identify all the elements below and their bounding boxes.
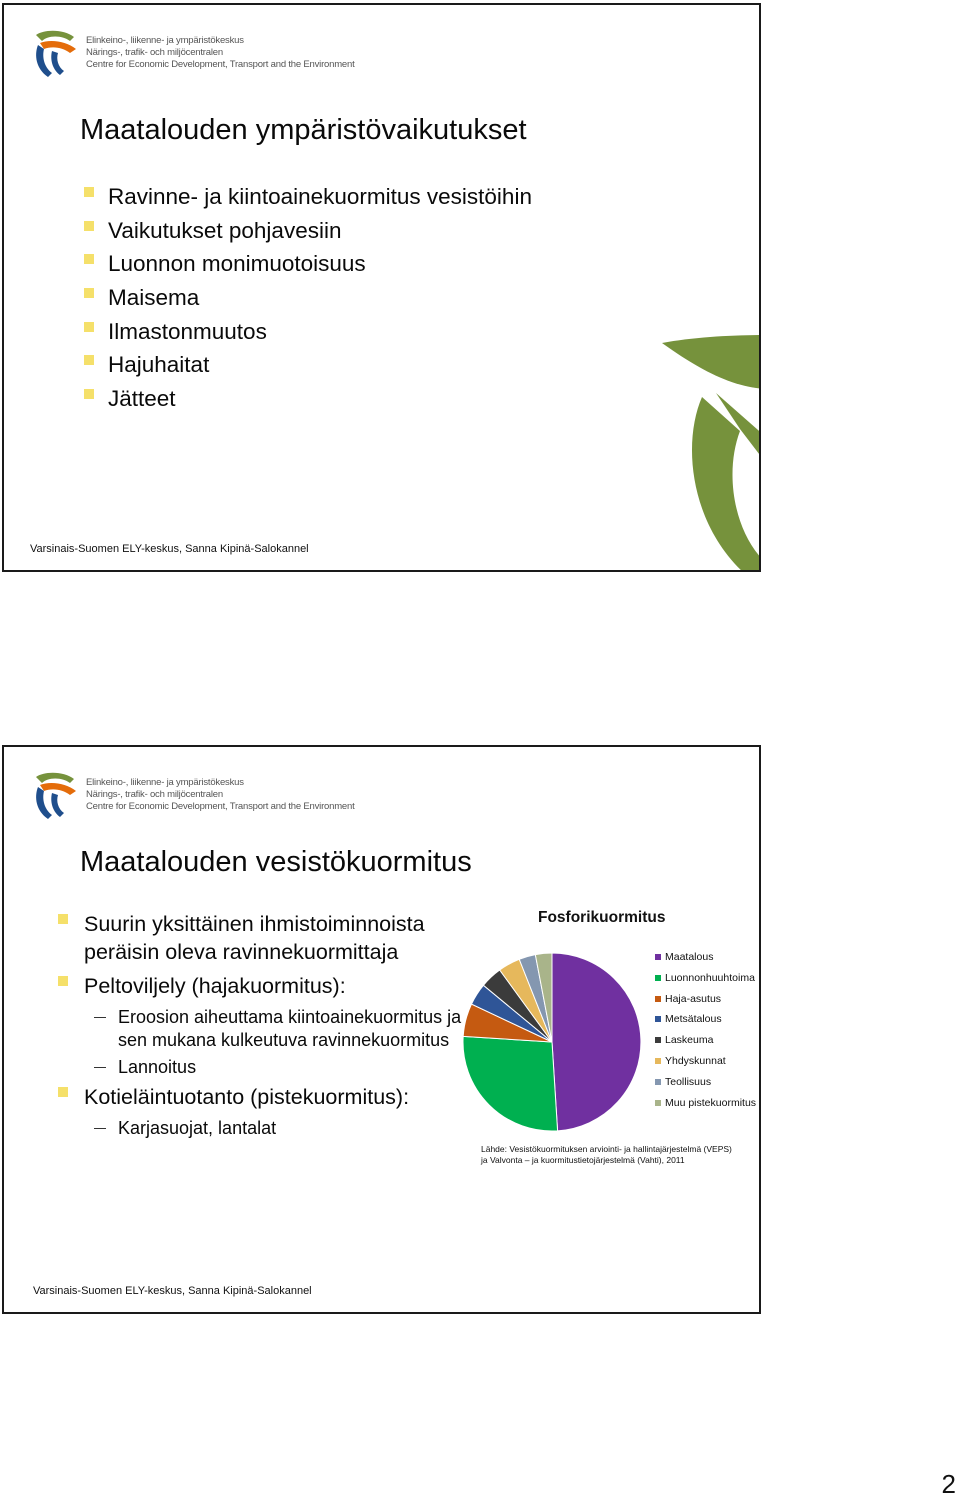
ely-logo-icon bbox=[30, 769, 80, 821]
dash-icon bbox=[94, 1128, 106, 1129]
slide-2-title: Maatalouden vesistökuormitus bbox=[80, 846, 472, 878]
logo-line-sv: Närings-, trafik- och miljöcentralen bbox=[86, 47, 223, 58]
dash-icon bbox=[94, 1067, 106, 1068]
bullet-item: Jätteet bbox=[82, 385, 532, 419]
legend-swatch bbox=[655, 975, 661, 981]
bullet-square-icon bbox=[84, 288, 94, 298]
legend-item bbox=[655, 1055, 756, 1076]
source-line-2: ja Valvonta – ja kuormitustietojärjestelmä (Vahti), 2011 bbox=[481, 1155, 685, 1165]
chart-legend bbox=[655, 951, 756, 1117]
logo-line-en: Centre for Economic Development, Transport and the Environment bbox=[86, 801, 355, 812]
legend-swatch bbox=[655, 1016, 661, 1022]
bullet-item: Vaikutukset pohjavesiin bbox=[82, 217, 532, 251]
pie-slice-luonnonhuuhtoima bbox=[463, 1036, 558, 1131]
sub-bullet-item: Lannoitus bbox=[56, 1056, 476, 1079]
dash-icon bbox=[94, 1017, 106, 1018]
logo-line-fi: Elinkeino-, liikenne- ja ympäristökeskus bbox=[86, 35, 244, 46]
ely-logo bbox=[30, 769, 370, 821]
slide-2-bullet-list bbox=[56, 910, 476, 1144]
bullet-square-icon bbox=[84, 254, 94, 264]
bullet-square-icon bbox=[58, 914, 68, 924]
page-number: 2 bbox=[941, 1469, 956, 1499]
bullet-item: Suurin yksittäinen ihmistoiminnoista peräisin oleva ravinnekuormittaja bbox=[56, 910, 476, 966]
legend-item bbox=[655, 993, 756, 1014]
bullet-item: Ilmastonmuutos bbox=[82, 318, 532, 352]
bullet-item: Luonnon monimuotoisuus bbox=[82, 250, 532, 284]
legend-label: Laskeuma bbox=[665, 1034, 714, 1047]
legend-item bbox=[655, 1076, 756, 1097]
legend-swatch bbox=[655, 996, 661, 1002]
bullet-item: Maisema bbox=[82, 284, 532, 318]
bullet-item: Hajuhaitat bbox=[82, 351, 532, 385]
legend-swatch bbox=[655, 1079, 661, 1085]
bullet-square-icon bbox=[84, 221, 94, 231]
legend-swatch bbox=[655, 1037, 661, 1043]
legend-label: Muu pistekuormitus bbox=[665, 1096, 757, 1109]
logo-line-sv: Närings-, trafik- och miljöcentralen bbox=[86, 789, 223, 800]
bullet-square-icon bbox=[58, 1087, 68, 1097]
legend-item bbox=[655, 1013, 756, 1034]
sub-bullet-item: Karjasuojat, lantalat bbox=[56, 1117, 476, 1140]
slide-1-title: Maatalouden ympäristövaikutukset bbox=[80, 114, 527, 146]
bullet-item: Kotieläintuotanto (pistekuormitus): bbox=[56, 1083, 476, 1111]
chart-source bbox=[481, 1144, 732, 1166]
slide-1-footer: Varsinais-Suomen ELY-keskus, Sanna Kipinä-Salokannel bbox=[30, 543, 309, 555]
chart-title: Fosforikuormitus bbox=[538, 909, 666, 926]
bullet-square-icon bbox=[84, 187, 94, 197]
legend-label: Luonnonhuuhtoima bbox=[665, 971, 755, 984]
slide-1 bbox=[2, 3, 761, 572]
bullet-square-icon bbox=[58, 976, 68, 986]
slide-2-footer: Varsinais-Suomen ELY-keskus, Sanna Kipinä-Salokannel bbox=[33, 1285, 312, 1297]
bullet-square-icon bbox=[84, 355, 94, 365]
legend-label: Metsätalous bbox=[665, 1013, 722, 1026]
logo-line-fi: Elinkeino-, liikenne- ja ympäristökeskus bbox=[86, 777, 244, 788]
legend-item bbox=[655, 1097, 756, 1118]
ely-logo-icon bbox=[30, 27, 80, 79]
legend-label: Haja-asutus bbox=[665, 992, 722, 1005]
bullet-square-icon bbox=[84, 322, 94, 332]
logo-text bbox=[86, 35, 355, 71]
legend-label: Yhdyskunnat bbox=[665, 1054, 726, 1067]
legend-item bbox=[655, 972, 756, 993]
legend-item bbox=[655, 951, 756, 972]
slide-2 bbox=[2, 745, 761, 1314]
ely-decorative-leaf-icon bbox=[654, 333, 761, 572]
legend-label: Teollisuus bbox=[665, 1075, 712, 1088]
bullet-item: Ravinne- ja kiintoainekuormitus vesistöihin bbox=[82, 183, 532, 217]
logo-text bbox=[86, 777, 355, 813]
legend-swatch bbox=[655, 954, 661, 960]
legend-swatch bbox=[655, 1058, 661, 1064]
source-line-1: Lähde: Vesistökuormituksen arviointi- ja hallintajärjestelmä (VEPS) bbox=[481, 1144, 732, 1154]
pie-chart bbox=[454, 942, 654, 1142]
bullet-square-icon bbox=[84, 389, 94, 399]
legend-swatch bbox=[655, 1100, 661, 1106]
legend-item bbox=[655, 1034, 756, 1055]
logo-line-en: Centre for Economic Development, Transport and the Environment bbox=[86, 59, 355, 70]
slide-1-bullet-list bbox=[82, 183, 532, 419]
pie-slice-maatalous bbox=[552, 953, 641, 1131]
legend-label: Maatalous bbox=[665, 951, 714, 963]
ely-logo bbox=[30, 27, 370, 79]
bullet-item: Peltoviljely (hajakuormitus): bbox=[56, 972, 476, 1000]
sub-bullet-item: Eroosion aiheuttama kiintoainekuormitus ja sen mukana kulkeutuva ravinnekuormitus bbox=[56, 1006, 476, 1052]
